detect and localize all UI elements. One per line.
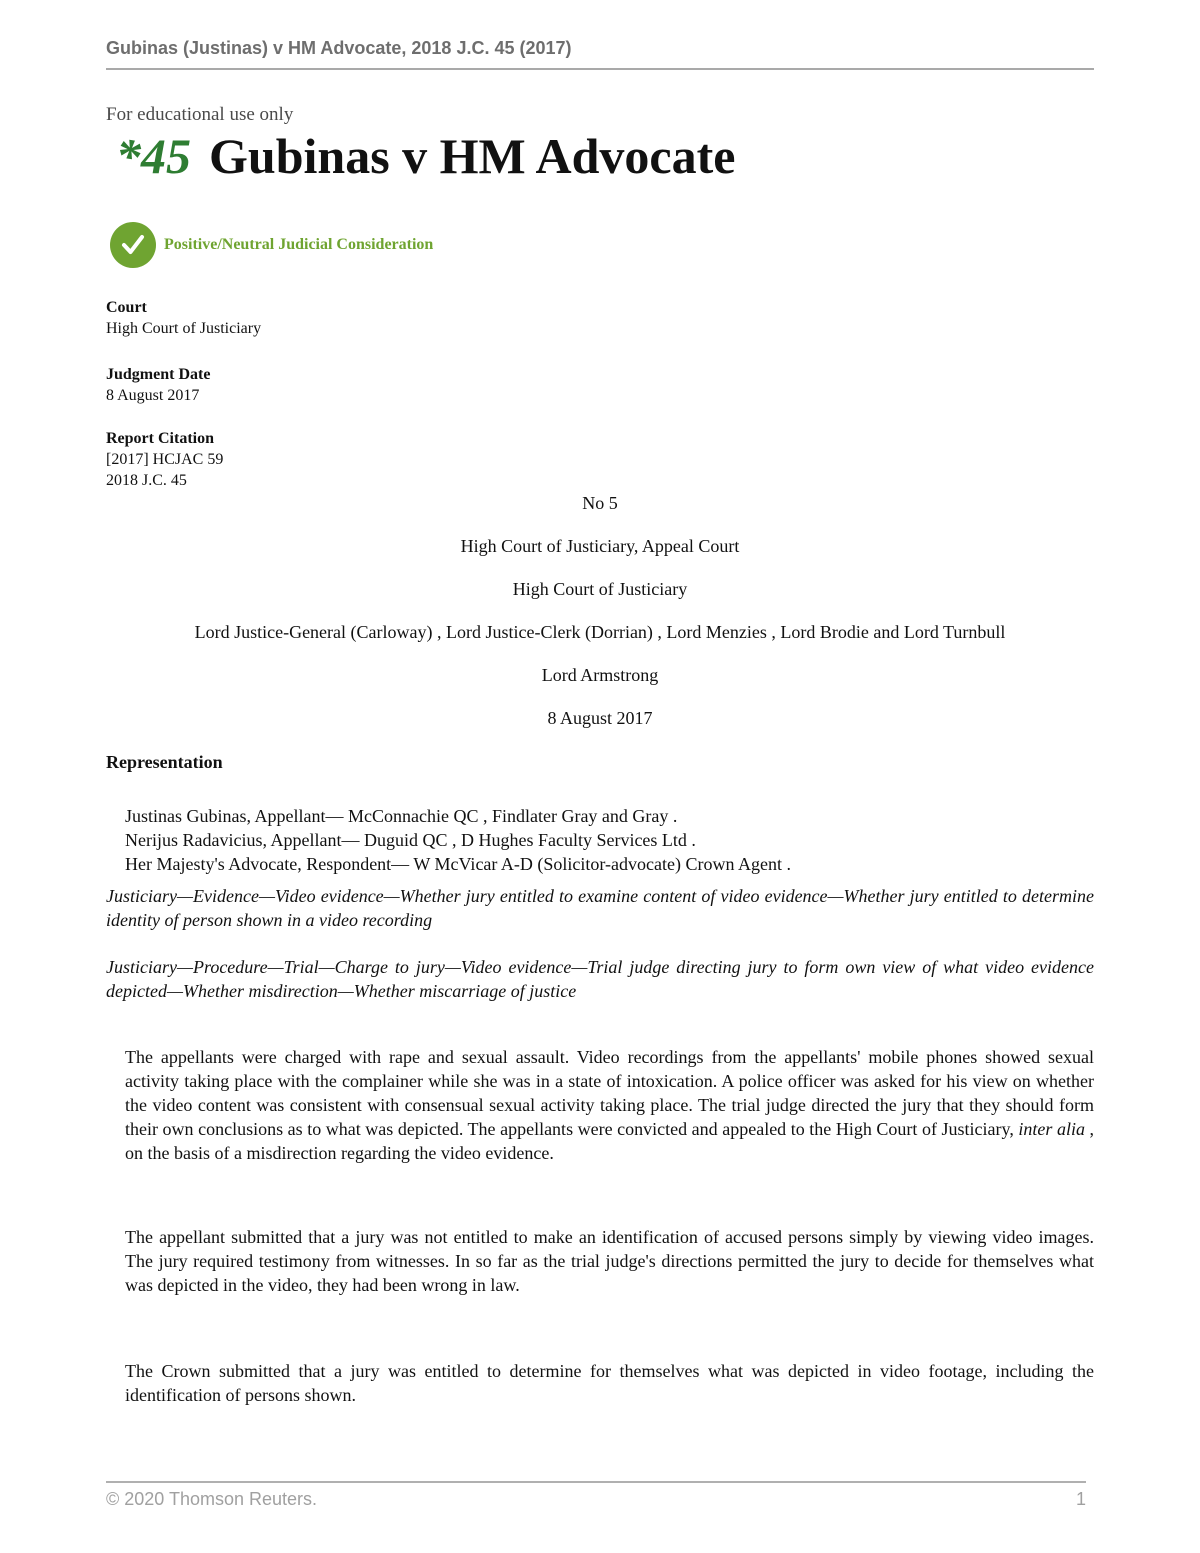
consideration-label[interactable]: Positive/Neutral Judicial Consideration bbox=[164, 236, 434, 253]
check-icon bbox=[110, 222, 156, 268]
educational-use-note: For educational use only bbox=[106, 104, 294, 125]
keywords-procedure: Justiciary—Procedure—Trial—Charge to jury—Video evidence—Trial judge directing jury to form own view of what video evidence depicted—Whether misdirection—Whether miscarriage of justice bbox=[106, 957, 1094, 1001]
decision-date: 8 August 2017 bbox=[547, 708, 653, 728]
judgment-date-label: Judgment Date bbox=[106, 366, 211, 383]
paragraph-text: The appellants were charged with rape and sexual assault. Video recordings from the appellants' mobile phones showed sexual activity taking place with the complainer while she was in a state of intoxication. A police officer was asked for his view on whether the video content was consistent with consensual sexual activity taking place. The trial judge directed the jury that they should form their own conclusions as to what was depicted. The appellants were convicted and appealed to the High Court of Justiciary, bbox=[125, 1047, 1094, 1139]
case-title bbox=[116, 126, 735, 186]
list-item: Her Majesty's Advocate, Respondent— W McVicar A-D (Solicitor-advocate) Crown Agent . bbox=[125, 854, 791, 874]
court-value: High Court of Justiciary bbox=[106, 320, 262, 337]
list-item: Justinas Gubinas, Appellant— McConnachie QC , Findlater Gray and Gray . bbox=[125, 806, 678, 826]
report-number: No 5 bbox=[582, 493, 618, 513]
judges-list: Lord Justice-General (Carloway) , Lord Justice-Clerk (Dorrian) , Lord Menzies , Lord Brodie and Lord Turnbull bbox=[194, 622, 1006, 642]
page-number: 1 bbox=[1075, 1489, 1086, 1509]
header-title: Gubinas (Justinas) v HM Advocate, 2018 J.C. 45 (2017) bbox=[106, 38, 572, 58]
citation-line: 2018 J.C. 45 bbox=[106, 472, 187, 489]
report-citation-block bbox=[106, 428, 223, 491]
latin-phrase: inter alia bbox=[1018, 1119, 1085, 1139]
judgment-date-value: 8 August 2017 bbox=[106, 387, 200, 404]
judicial-consideration-flag[interactable] bbox=[110, 222, 433, 268]
court-name: High Court of Justiciary bbox=[512, 579, 688, 599]
judgment-date-block bbox=[106, 364, 210, 406]
case-name: Gubinas v HM Advocate bbox=[209, 128, 736, 184]
copyright-notice: © 2020 Thomson Reuters. bbox=[106, 1489, 318, 1509]
crown-submission-paragraph: The Crown submitted that a jury was entitled to determine for themselves what was depicted in video footage, including the identification of persons shown. bbox=[125, 1361, 1094, 1405]
appellant-submission-paragraph: The appellant submitted that a jury was not entitled to make an identification of accused persons simply by viewing video images. The jury required testimony from witnesses. In so far as the trial judge's directions permitted the jury to decide for themselves what was depicted in the video, they had been wrong in law. bbox=[125, 1227, 1094, 1295]
summary-paragraph bbox=[125, 1045, 1094, 1165]
list-item: Nerijus Radavicius, Appellant— Duguid QC , D Hughes Faculty Services Ltd . bbox=[125, 830, 696, 850]
court-division: High Court of Justiciary, Appeal Court bbox=[460, 536, 740, 556]
keywords-evidence: Justiciary—Evidence—Video evidence—Whether jury entitled to examine content of video evidence—Whether jury entitled to determine identity of person shown in a video recording bbox=[106, 886, 1094, 930]
citation-line: [2017] HCJAC 59 bbox=[106, 451, 224, 468]
report-citation-label: Report Citation bbox=[106, 430, 214, 447]
paragraph-text: , on the basis of a misdirection regarding the video evidence. bbox=[125, 1119, 1095, 1163]
representation-list bbox=[125, 804, 791, 876]
court-label: Court bbox=[106, 299, 147, 316]
representation-heading: Representation bbox=[106, 752, 223, 772]
additional-judge: Lord Armstrong bbox=[541, 665, 659, 685]
court-block bbox=[106, 297, 261, 339]
page-footer bbox=[106, 1481, 1086, 1510]
page-marker: *45 bbox=[116, 128, 191, 184]
page-header bbox=[106, 36, 1094, 70]
